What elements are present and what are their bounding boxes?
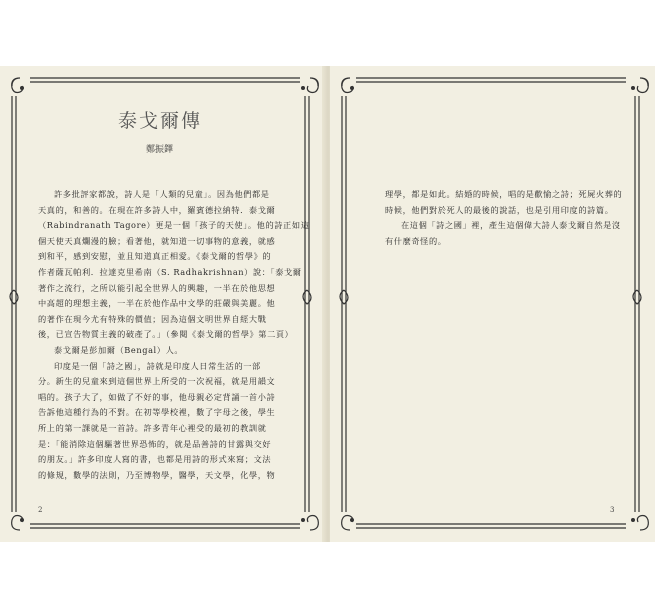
text-line: 個天使天真爛漫的臉；看著他，就知道一切事物的意義，就感 xyxy=(38,235,276,246)
text-line: 後，已宣告物質主義的破產了。」（參閱《泰戈爾的哲學》第二頁） xyxy=(38,329,294,340)
ornamental-frame xyxy=(330,66,655,542)
text-line: 泰戈爾是彭加爾（Bengal）人。 xyxy=(54,344,184,355)
text-line: 的條規，數學的法則，乃至博物學，醫學，天文學，化學，物 xyxy=(38,469,276,480)
right-page xyxy=(330,66,655,542)
author-name: 鄭振鐸 xyxy=(146,145,174,155)
chapter-title: 泰戈爾傳 xyxy=(118,110,203,132)
page-number: 2 xyxy=(38,506,43,514)
text-line: 的著作在現今尤有特殊的價值；因為這個文明世界自經大戰 xyxy=(38,313,267,324)
text-line: 告訴他這種行為的不對。在初等學校裡，數了字母之後，學生 xyxy=(38,407,276,418)
text-line: 所上的第一課就是一首詩。許多青年心裡受的最初的教訓就 xyxy=(38,422,267,433)
text-line: 有什麼奇怪的。 xyxy=(385,235,447,246)
text-line: 天真的，和善的。在現在許多詩人中，羅賓德拉納特．泰戈爾 xyxy=(38,204,276,215)
left-body-text xyxy=(38,187,310,483)
text-line: 印度是一個「詩之國」，詩就是印度人日常生活的一部 xyxy=(54,360,261,371)
left-page xyxy=(0,66,325,542)
text-line: 唱的。孩子大了，如做了不好的事，他母親必定背誦一首小詩 xyxy=(38,391,276,402)
text-line: 作者薩瓦帕利．拉達克里希南（S. Radhakrishnan）說：「泰戈爾 xyxy=(38,266,302,277)
text-line: 分。新生的兒童來到這個世界上所受的一次祝福，就是用韻文 xyxy=(38,376,276,387)
text-line: 時候，他們對於死人的最後的說話，也是引用印度的詩篇。 xyxy=(385,204,614,215)
right-body-text xyxy=(385,187,625,249)
text-line: 中高超的理想主義，一半在於他作品中文學的莊嚴與美麗。他 xyxy=(38,298,276,309)
text-line: 在這個「詩之國」裡，產生這個偉大詩人泰戈爾自然是沒 xyxy=(401,220,621,231)
text-line: 的朋友。」許多印度人寫的書，也都是用詩的形式來寫；文法 xyxy=(38,454,272,465)
page-number: 3 xyxy=(610,506,615,514)
text-line: 理學，都是如此。結婚的時候，唱的是歡愉之詩；死屍火葬的 xyxy=(385,189,623,199)
text-line: 是：「能消除這個驅著世界恐怖的，就是品善詩的甘露與交好 xyxy=(38,438,272,449)
text-line: 許多批評家都說，詩人是「人類的兒童」。因為他們都是 xyxy=(54,189,270,199)
text-line: 到和平，感到安慰，並且知道真正相愛。《泰戈爾的哲學》的 xyxy=(38,251,272,262)
text-line: 著作之流行，之所以能引起全世界人的興趣，一半在於他思想 xyxy=(38,282,276,293)
text-line: （Rabindranath Tagore）更是一個「孩子的天使」。他的詩正如這 xyxy=(38,220,310,231)
